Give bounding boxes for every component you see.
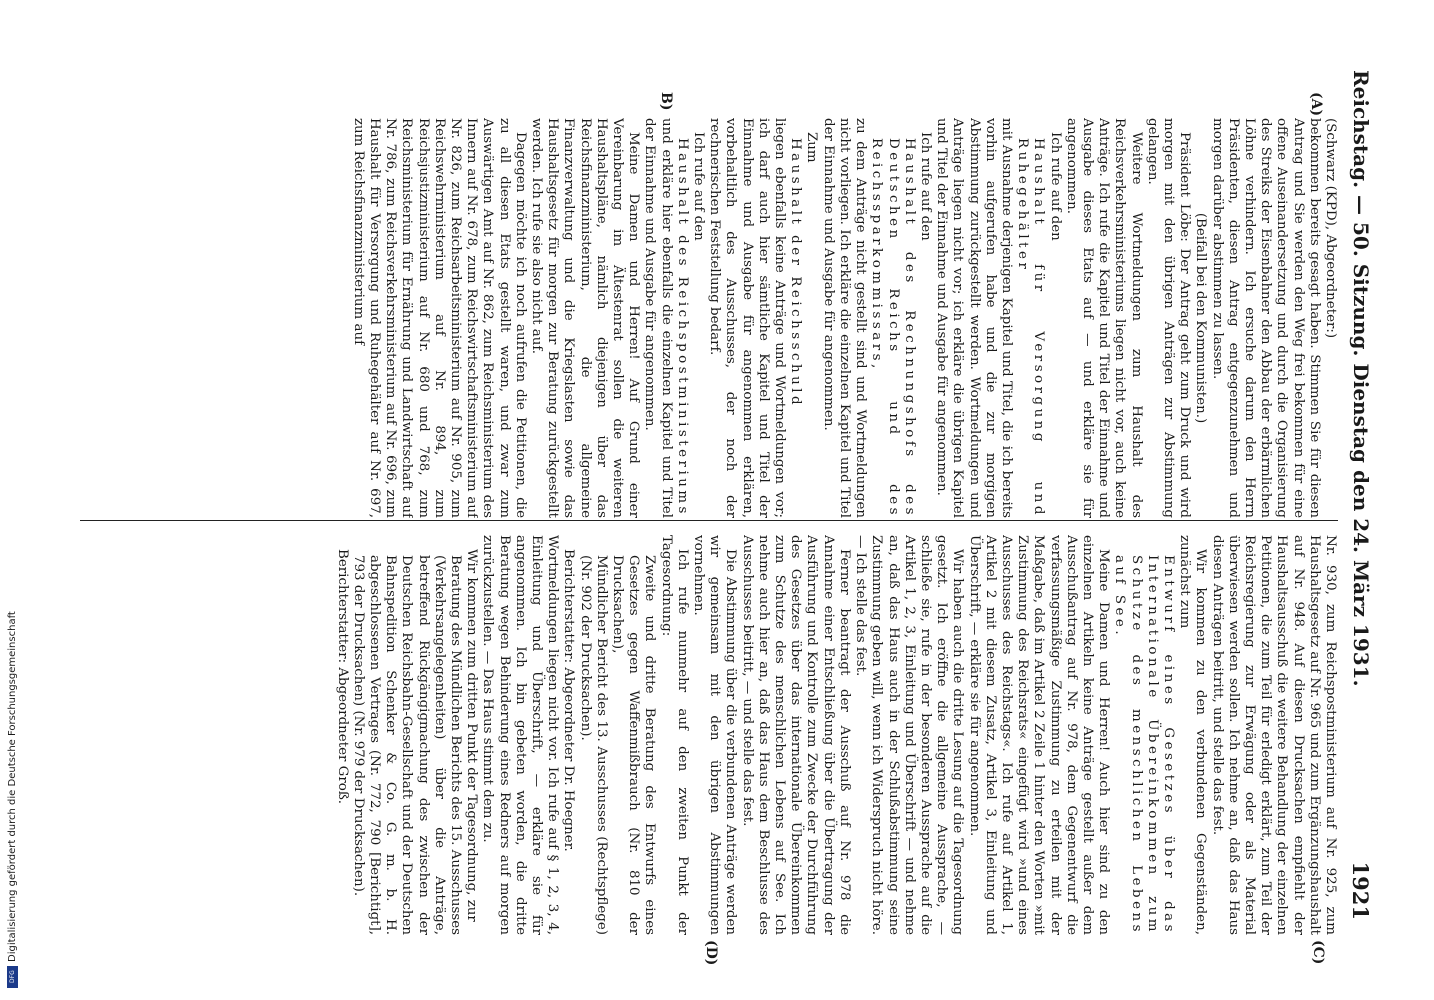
right-column-paragraph: Beratung des Mündlichen Berichts des 15. Ausschusses (Verkehrsangelegenheiten) über die Anträge, betreffend Rückgängigmachung des zwischen der Deutschen Reichsbahn-Gesellschaft und der Deutschen Bahnspedition Schenker & Co. G. m. b. H. abgeschlossenen Vertrages (Nr. 772, 790 [Berichtigt], 793 der Drucksachen) (Nr. 979 der Drucksachen). — [350, 555, 464, 935]
right-column — [60, 535, 1338, 935]
margin-mark-b: B) — [658, 92, 674, 111]
left-column-paragraph: Meine Damen und Herren! Auf Grund einer Vereinbarung im Ältestenrat sollen die weiteren Haushaltspläne, nämlich diejenigen über das Reichsfinanzministerium, die allgemeine Finanzverwaltung und die Kriegslasten sowie das Haushaltsgesetz für morgen zur Beratung zurückgestellt werden. Ich rufe sie also nicht auf. — [529, 118, 642, 518]
right-column-paragraph: Meine Damen und Herren! Auch hier sind zu den einzelnen Artikeln keine Anträge gestellt außer dem Ausschußantrag auf Nr. 978, dem Gegenentwurf die verfassungsmäßige Zustimmung zu erteilen mit der Maßgabe, daß im Artikel 2 Zeile 1 hinter den Worten »mit Zustimmung des Reichsrats« eingefügt wird »und eines Ausschusses des Reichstags«. Ich rufe auf Artikel 1, Artikel 2 mit diesem Zusatz, Artikel 3, Einleitung und Überschrift, — erkläre sie für angenommen. — [966, 535, 1112, 935]
left-column-paragraph: Ich rufe auf den — [691, 132, 707, 241]
left-column-paragraph: Ich rufe auf den — [917, 132, 933, 241]
right-column-paragraph: Wir haben auch die dritte Lesung auf die Tagesordnung gesetzt. Ich eröffne die allgemeine Aussprache, — schließe sie, rufe in der besonderen Aussprache auf die Artikel 1, 2, 3, Einleitung und Überschrift — und nehme an, daß das Haus auch in der Schlußabstimmung seine Zustimmung geben will, wenn ich Widerspruch nicht höre. — Ich stelle das fest. — [853, 535, 966, 935]
left-column-paragraph: Präsident Löbe: Der Antrag geht zum Druck und wird morgen mit den übrigen Anträgen zur Abstimmung gelangen. — [1144, 118, 1193, 518]
right-column-paragraph: Zweite und dritte Beratung des Entwurfs eines Gesetzes gegen Waffenmißbrauch (Nr. 810 der Drucksachen), — [610, 555, 658, 935]
left-column-paragraph: liegen ebenfalls keine Anträge und Wortmeldungen vor; ich darf auch hier sämtliche Kapitel und Titel der Einnahme und Ausgabe für angenommen erklären, vorbehaltlich des Ausschusses, der noch der rechnerischen Feststellung bedarf. — [707, 118, 788, 518]
page-number: 1921 — [1348, 861, 1374, 920]
column-divider — [80, 520, 1338, 521]
left-column-paragraph: (Schwarz (KPD), Abgeordneter:) — [1323, 118, 1338, 339]
margin-mark-c: (C) — [1310, 940, 1326, 965]
left-column-paragraph: Haushalt des Rechnungshofs des Deutschen Reichs und des Reichssparkommissars, — [869, 138, 917, 518]
left-column-paragraph: Weitere Wortmeldungen zum Haushalt des Reichsverkehrsministeriums liegen nicht vor, auch keine Anträge. Ich rufe die Kapitel und Titel der Einnahme und Ausgabe dieses Etats auf — und erkläre sie für angenommen. — [1063, 118, 1144, 518]
left-column-paragraph: Dagegen möchte ich noch aufrufen die Petitionen, die zu all diesen Etats gestellt waren, und zwar zum Auswärtigen Amt auf Nr. 862, zum Reichsministerium des Innern auf Nr. 678, zum Reichswirtschaftsministerium auf Nr. 826, zum Reichsarbeitsministerium auf Nr. 905, zum Reichswehrministerium auf Nr. 894, zum Reichsjustizministerium auf Nr. 680 und 768, zum Reichsministerium für Ernährung und Landwirtschaft auf Nr. 786, zum Reichsverkehrsministerium auf Nr. 696, zum Haushalt für Versorgung und Ruhegehälter auf Nr. 697, zum Reichsfinanzministerium auf — [350, 118, 528, 518]
right-column-paragraph: Wir kommen zu den verbundenen Gegenständen, zunächst zum — [1177, 535, 1209, 935]
right-column-paragraph: Wir kommen zum dritten Punkt der Tagesordnung, zur — [464, 549, 480, 922]
left-column-paragraph: Haushalt für Versorgung und Ruhegehälter — [1015, 138, 1047, 518]
header-title: Reichstag. — 50. Sitzung. Dienstag den 24. März 1931. — [1349, 70, 1373, 687]
right-column-paragraph: Ferner beantragt der Ausschuß auf Nr. 978 die Annahme einer Entschließung über die Übertragung der Ausführung und Kontrolle zum Zwecke der Durchführung des Gesetzes über das internationale Übereinkommen zum Schutze des menschlichen Lebens auf See. Ich nehme auch hier an, daß das Haus dem Beschlusse des Ausschusses beitritt, — und stelle das fest. — [739, 535, 852, 935]
left-column-paragraph: Haushalt der Reichsschuld — [788, 138, 804, 409]
left-column-paragraph: Ich rufe auf den — [1047, 132, 1063, 241]
margin-mark-d: (D) — [703, 940, 719, 966]
margin-mark-a: (A) — [1308, 92, 1324, 117]
left-column-paragraph: zu dem Anträge nicht gestellt sind und Wortmeldungen nicht vorliegen. Ich erkläre die einzelnen Kapitel und Titel der Einnahme und Ausgabe für angenommen. — [820, 118, 869, 518]
left-column-paragraph: bekommen bereits gesagt haben. Stimmen Sie für diesen Antrag und Sie werden den Weg frei bekommen für eine offene Auseinandersetzung und durch die Organisierung des Streiks der Eisenbahner den Abbau der erbärmlichen Löhne verhindern. Ich ersuche darum den Herrn Präsidenten, diesen Antrag entgegenzunehmen und morgen darüber abstimmen zu lassen. — [1209, 118, 1322, 518]
left-column-paragraph: Zum — [804, 132, 820, 163]
footer-text: Digitalisierung gefördert durch die Deutsche Forschungsgemeinschaft — [7, 611, 18, 962]
left-column — [60, 118, 1338, 518]
page-header — [1346, 70, 1376, 920]
left-column-paragraph: Haushalt des Reichspostministeriums — [674, 138, 690, 517]
right-column-paragraph: Entwurf eines Gesetzes über das Internationale Übereinkommen zum Schutze des menschlichen Lebens auf See. — [1112, 555, 1176, 935]
left-column-paragraph: (Beifall bei den Kommunisten.) — [1193, 212, 1209, 424]
left-column-paragraph: mit Ausnahme derjenigen Kapitel und Titel, die ich bereits vorhin aufgerufen habe und die zur morgigen Abstimmung zurückgestellt werden. Wortmeldungen und Anträge liegen nicht vor; ich erkläre die übrigen Kapitel und Titel der Einnahme und Ausgabe für angenommen. — [934, 118, 1014, 518]
right-column-paragraph: Mündlicher Bericht des 13. Ausschusses (Rechtspflege) (Nr. 902 der Drucksachen). — [577, 555, 609, 935]
right-column-paragraph: Nr. 930, zum Reichspostministerium auf Nr. 925, zum Haushaltsgesetz auf Nr. 965 und zum Ergänzungshaushalt auf Nr. 948. Auf diesen Drucksachen empfiehlt der Haushaltsausschuß die weitere Behandlung der einzelnen Petitionen, die zum Teil für erledigt erklärt, zum Teil der Reichsregierung zur Erwägung oder als Material überwiesen werden sollen. Ich nehme an, daß das Haus diesen Anträgen beitritt, und stelle das fest. — [1209, 535, 1338, 935]
right-column-paragraph: Berichterstatter: Abgeordneter Dr. Hoegner. — [561, 549, 577, 852]
right-column-paragraph: Berichterstatter: Abgeordneter Groß. — [334, 549, 350, 805]
left-column-paragraph: und erkläre hier ebenfalls die einzelnen Kapitel und Titel der Einnahme und Ausgabe für angenommen. — [642, 118, 674, 518]
right-column-paragraph: Die Abstimmung über die verbundenen Anträge werden wir gemeinsam mit den übrigen Abstimmungen vornehmen. — [691, 535, 739, 935]
dfg-logo-icon: DFG — [7, 966, 18, 988]
right-column-paragraph: Ich rufe nunmehr auf den zweiten Punkt der Tagesordnung: — [658, 535, 690, 935]
right-column-paragraph: Wortmeldungen liegen nicht vor. Ich rufe auf § 1, 2, 3, 4, Einleitung und Überschrift, — erkläre sie für angenommen. Ich bin gebeten worden, die dritte Beratung wegen Behinderung eines Redners auf morgen zurückzustellen. — Das Haus stimmt dem zu. — [480, 535, 561, 935]
